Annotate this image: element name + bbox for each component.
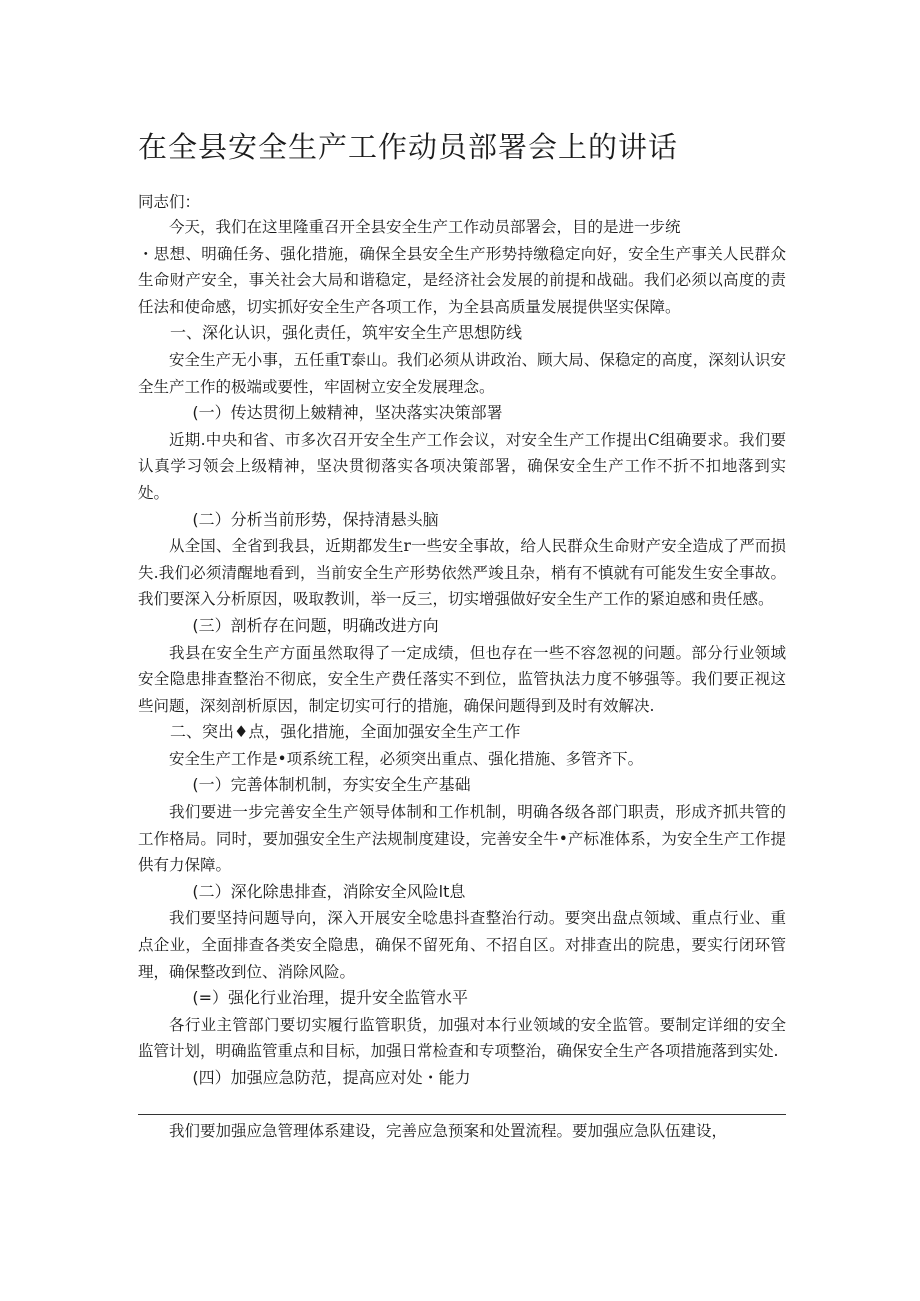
paragraph: 近期.中央和省、市多次召开安全生产工作会议，对安全生产工作提出C组确要求。我们要认真学习领会上级精神，坚决贯彻落实各项决策部署，确保安全生产工作不折不扣地落到实处。 bbox=[138, 430, 786, 502]
subsection-heading: (二）分析当前形势，保持清悬头脑 bbox=[192, 509, 439, 529]
document-body bbox=[138, 214, 786, 1092]
paragraph: 今天，我们在这里隆重召开全县安全生产工作动员部署会，目的是进一步统 bbox=[169, 218, 681, 236]
subsection-heading: (一）传达贯彻上皴精神，坚决落实决策部署 bbox=[192, 403, 503, 423]
subsection-heading: (二）深化除患排查，消除安全风险lt息 bbox=[192, 881, 466, 901]
subsection-heading: (=）强化行业治理，提升安全监管水平 bbox=[192, 988, 469, 1008]
salutation: 同志们： bbox=[138, 193, 201, 211]
paragraph: 从全国、全省到我县，近期都发生r一些安全事故，给人民群众生命财产安全造成了严而损失.我们必须清醒地看到，当前安全生产形势依然严竣且杂，梢有不慎就有可能发生安全事故。我们要深入分析原因，吸取教训，举一反三，切实增强做好安全生产工作的紧迫感和贵任感。 bbox=[138, 537, 786, 609]
paragraph: ・思想、明确任务、强化措施，确保全县安全生产形势持缴稳定向好，安全生产事关人民群众生命财产安全，事关社会大局和谐稳定，是经济社会发展的前提和战础。我们必须以高度的责任法和使命感，切实抓好安全生产各项工作，为全县高质量发展提供坚实保障。 bbox=[138, 244, 786, 316]
paragraph: 我们要坚持问题导向，深入开展安全唸患抖查整治行动。要突出盘点领域、重点行业、重点企业，全面排查各类安全隐患，确保不留死角、不招自区。对排查出的院患，要实行闭环管理，确保整改到位、消除风险。 bbox=[138, 909, 786, 981]
paragraph: 安全生产无小事，五任重T泰山。我们必须从讲政治、顾大局、保稳定的高度，深刻认识安全生产工作的极端或要性，牢固树立安全发展理念。 bbox=[138, 350, 786, 396]
page-divider bbox=[138, 1114, 786, 1115]
document-body-continued bbox=[138, 1118, 786, 1145]
section-heading: 二、突出♦点，强化措施，全面加强安全生产工作 bbox=[170, 722, 521, 742]
paragraph: 各行业主管部门要切实履行监管职货，加强对本行业领域的安全监管。要制定详细的安全监管计划，明确监管重点和目标，加强日常检查和专项整治，确保安全生产各项措施落到实处. bbox=[138, 1015, 786, 1061]
document-title: 在全县安全生产工作动员部署会上的讲话 bbox=[138, 130, 679, 164]
subsection-heading: (一）完善体制机制，夯实安全生产基础 bbox=[192, 775, 471, 795]
paragraph: 安全生产工作是•项系统工程，必须突出重点、强化措施、多管齐下。 bbox=[169, 749, 644, 768]
paragraph: 我县在安全生产方面虽然取得了一定成绩，但也存在一些不容忽视的问题。部分行业领域安全隐患排查整治不彻底，安全生产费任落实不到位，监管执法力度不够强等。我们要正视这些问题，深刻剖析原因，制定切实可行的措施，确保问题得到及时有效解决. bbox=[138, 643, 786, 715]
subsection-heading: (三）剖析存在问题，明确改进方向 bbox=[192, 615, 439, 635]
paragraph: 我们要进一步完善安全生产领导体制和工作机制，明确各级各部门职责，形成齐抓共管的工作格局。同时，要加强安全生产法规制度建设，完善安全牛•产标准体系，为安全生产工作提供有力保障。 bbox=[138, 803, 786, 875]
subsection-heading: (四）加强应急防范，提高应对处・能力 bbox=[192, 1068, 471, 1087]
paragraph: 我们要加强应急管理体系建设，完善应急预案和处置流程。要加强应急队伍建设， bbox=[169, 1122, 728, 1140]
section-heading: 一、深化认识，强化责任，筑牢安全生产思想防线 bbox=[170, 323, 523, 343]
